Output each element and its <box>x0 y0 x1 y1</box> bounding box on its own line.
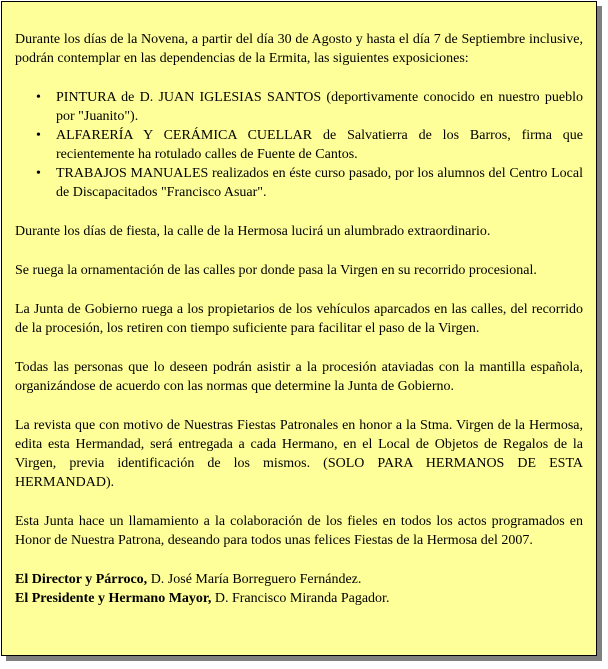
list-item <box>36 126 583 164</box>
signature-name: D. José María Borreguero Fernández. <box>150 572 362 587</box>
lighting-paragraph: Durante los días de fiesta, la calle de la Hermosa lucirá un alumbrado extraordinario. <box>15 224 491 239</box>
exhibition-text: TRABAJOS MANUALES realizados en éste curso pasado, por los alumnos del Centro Local de Discapacitados "Francisco Asuar". <box>56 166 583 200</box>
bullet-icon: • <box>36 90 41 105</box>
exhibition-text: PINTURA de D. JUAN IGLESIAS SANTOS (deportivamente conocido en nuestro pueblo por "Juanito"). <box>56 90 583 124</box>
signature-name: D. Francisco Miranda Pagador. <box>214 591 390 606</box>
exhibition-text: ALFARERÍA Y CERÁMICA CUELLAR de Salvatierra de los Barros, firma que recientemente ha rotulado calles de Fuente de Cantos. <box>56 128 583 162</box>
intro-paragraph: Durante los días de la Novena, a partir del día 30 de Agosto y hasta el día 7 de Septiembre inclusive, podrán contemplar en las dependencias de la Ermita, las siguientes exposiciones: <box>15 32 583 66</box>
signature-block <box>15 570 583 608</box>
bullet-icon: • <box>36 128 41 143</box>
signature-line-director <box>15 570 583 589</box>
ornamentation-paragraph: Se ruega la ornamentación de las calles por donde pasa la Virgen en su recorrido procesional. <box>15 263 537 278</box>
list-item <box>36 164 583 202</box>
magazine-paragraph: La revista que con motivo de Nuestras Fiestas Patronales en honor a la Stma. Virgen de la Hermosa, edita esta Hermandad, será entregada a cada Hermano, en el Local de Objetos de Regalos de la Virgen, previa identificación de los mismos. (SOLO PARA HERMANOS DE ESTA HERMANDAD). <box>15 418 583 490</box>
signature-line-president <box>15 589 583 608</box>
notice-box <box>1 1 597 656</box>
mantilla-paragraph: Todas las personas que lo deseen podrán asistir a la procesión ataviadas con la mantilla española, organizándose de acuerdo con las normas que determine la Junta de Gobierno. <box>15 360 583 394</box>
list-item <box>36 88 583 126</box>
vehicles-paragraph: La Junta de Gobierno ruega a los propietarios de los vehículos aparcados en las calles, del recorrido de la procesión, los retiren con tiempo suficiente para facilitar el paso de la Virgen. <box>15 302 583 336</box>
signature-role: El Presidente y Hermano Mayor, <box>15 591 212 606</box>
exhibition-list <box>15 88 583 202</box>
collaboration-paragraph: Esta Junta hace un llamamiento a la colaboración de los fieles en todos los actos programados en Honor de Nuestra Patrona, deseando para todos unas felices Fiestas de la Hermosa del 2007. <box>15 514 583 548</box>
bullet-icon: • <box>36 166 41 181</box>
signature-role: El Director y Párroco, <box>15 572 148 587</box>
